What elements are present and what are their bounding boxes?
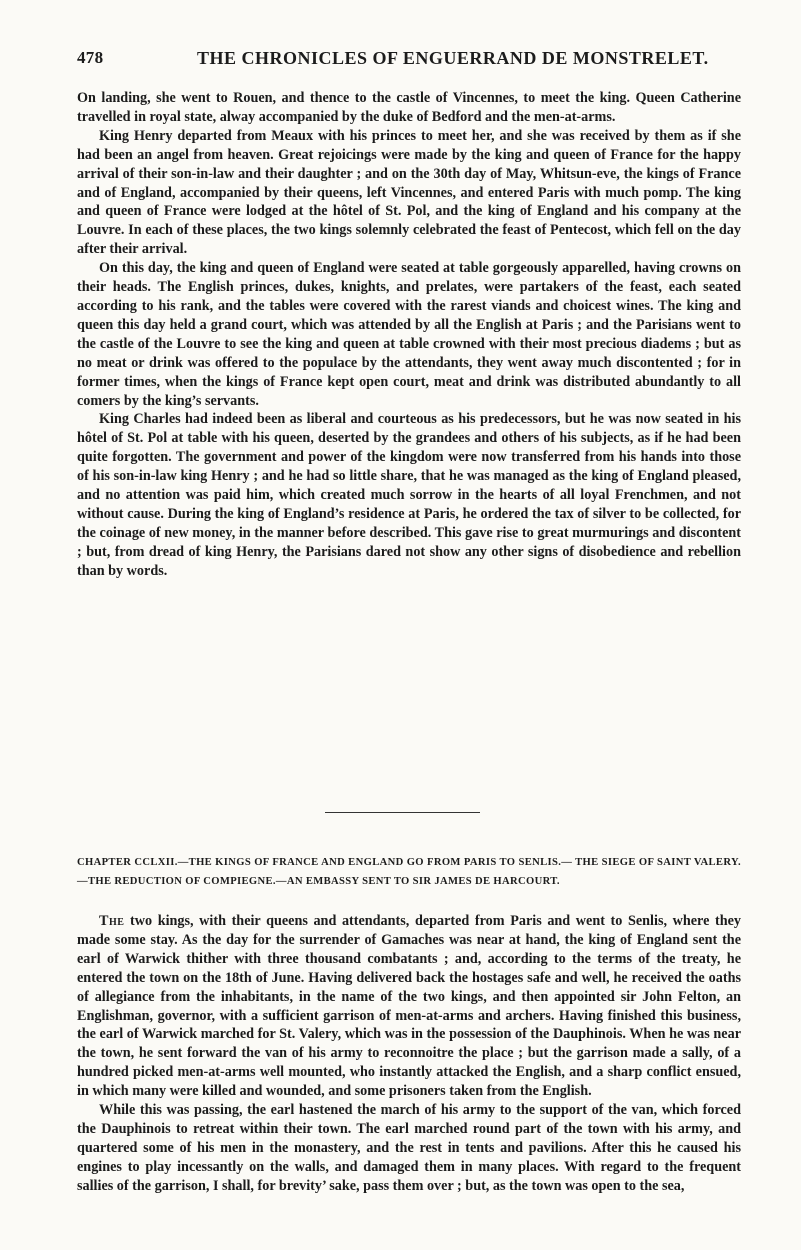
page-header — [77, 48, 742, 74]
lead-word: The — [99, 913, 125, 929]
paragraph-text: two kings, with their queens and attendants, departed from Paris and went to Senlis, where they made some stay. As the day for the surrender of Gamaches was near at hand, the king of England sent the earl of Warwick thither with three thousand combatants ; and, according to the terms of the treaty, he entered the town on the 18th of June. Having delivered back the hostages safe and well, he received the oaths of allegiance from the inhabitants, in the name of the two kings, and then appointed sir John Felton, an Englishman, governor, with a sufficient garrison of men-at-arms and archers. Having finished this business, the earl of Warwick marched for St. Valery, which was in the possession of the Dauphinois. When he was near the town, he sent forward the van of his army to reconnoitre the place ; but the garrison made a sally, of a hundred picked men-at-arms well mounted, who instantly attacked the English, and a sharp conflict ensued, in which many were killed and wounded, and some prisoners taken from the English. — [77, 913, 741, 1100]
chapter-text-block — [77, 912, 741, 1196]
paragraph: On this day, the king and queen of England were seated at table gorgeously apparelled, having crowns on their heads. The English princes, dukes, knights, and prelates, were partakers of the feast, each seated according to his rank, and the tables were covered with the rarest viands and choicest wines. The king and queen this day held a grand court, which was attended by all the English at Paris ; and the Parisians went to the castle of the Louvre to see the king and queen at table crowned with their most precious diadems ; but as no meat or drink was offered to the populace by the attendants, they went away much discontented ; for in former times, when the kings of France kept open court, meat and drink was distributed abundantly to all comers by the king’s servants. — [77, 260, 741, 409]
paragraph: On landing, she went to Rouen, and thence to the castle of Vincennes, to meet the king. Queen Catherine travelled in royal state, alway accompanied by the duke of Bedford and the men-at-arms. — [77, 90, 741, 125]
chapter-heading: CHAPTER CCLXII.—THE KINGS OF FRANCE AND ENGLAND GO FROM PARIS TO SENLIS.— THE SIEGE OF SAINT VALERY.—THE REDUCTION OF COMPIEGNE.—AN EMBASSY SENT TO SIR JAMES DE HARCOURT. — [77, 857, 741, 887]
paragraph: While this was passing, the earl hastened the march of his army to the support of the van, which forced the Dauphinois to retreat within their town. The earl marched round part of the town with his army, and quartered some of his men in the monastery, and the rest in tents and pavilions. After this he caused his engines to play incessantly on the walls, and damaged them in many places. With regard to the frequent sallies of the garrison, I shall, for brevity’ sake, pass them over ; but, as the town was open to the sea, — [77, 1102, 741, 1194]
paragraph: King Charles had indeed been as liberal and courteous as his predecessors, but he was now seated in his hôtel of St. Pol at table with his queen, deserted by the grandees and others of his subjects, as if he had been quite forgotten. The government and power of the kingdom were now transferred from his hands into those of his son-in-law king Henry ; and he had so little share, that he was managed as the king of England pleased, and no attention was paid him, which created much sorrow in the hearts of all loyal Frenchmen, and not without cause. During the king of England’s residence at Paris, he ordered the tax of silver to be collected, for the coinage of new money, in the manner before described. This gave rise to great murmurings and discontent ; but, from dread of king Henry, the Parisians dared not show any other signs of disobedience and rebellion than by words. — [77, 411, 741, 579]
paragraph — [77, 912, 741, 1101]
paragraph: King Henry departed from Meaux with his princes to meet her, and she was received by them as if she had been an angel from heaven. Great rejoicings were made by the king and queen of France for the happy arrival of their son-in-law and their daughter ; and on the 30th day of May, Whitsun-eve, the kings of France and of England, accompanied by their queens, left Vincennes, and entered Paris with much pomp. The king and queen of France were lodged at the hôtel of St. Pol, and the king of England and his company at the Louvre. In each of these places, the two kings solemnly celebrated the feast of Pentecost, which fell on the day after their arrival. — [77, 127, 741, 258]
running-title: THE CHRONICLES OF ENGUERRAND DE MONSTRELET. — [197, 48, 709, 68]
section-divider — [325, 812, 480, 813]
top-text-block — [77, 89, 741, 581]
page-number: 478 — [77, 48, 104, 67]
